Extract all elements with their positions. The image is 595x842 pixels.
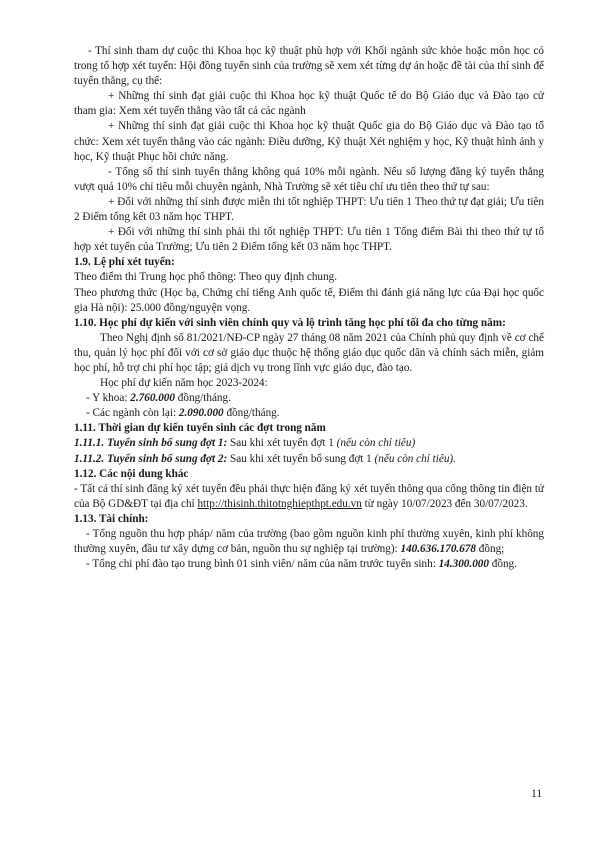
tuition-medicine	[74, 391, 544, 406]
registration-text-b: từ ngày 10/07/2023 đến 30/07/2023.	[361, 497, 528, 510]
paragraph-priority-exempt: + Đối với những thí sinh được miễn thi tốt nghiệp THPT: Ưu tiên 1 Theo thứ tự đạt giải; Ưu tiên 2 Điểm tổng kết 03 năm học THPT.	[74, 195, 544, 224]
tuition-medicine-value: 2.760.000	[130, 392, 175, 405]
paragraph-registration	[74, 482, 544, 512]
round-2	[74, 452, 544, 467]
paragraph-revenue	[74, 527, 544, 557]
paragraph-fee-exam: Theo điểm thi Trung học phổ thông: Theo quy định chung.	[74, 271, 337, 284]
round-1-text: Sau khi xét tuyển đợt 1	[227, 437, 337, 450]
tuition-other-label: - Các ngành còn lại:	[86, 407, 179, 420]
registration-link[interactable]: http://thisinh.thitotnghiepthpt.edu.vn	[197, 497, 362, 510]
cost-value: 14.300.000	[438, 558, 489, 571]
tuition-medicine-unit: đồng/tháng.	[174, 392, 231, 405]
tuition-medicine-label: - Y khoa:	[86, 392, 131, 405]
round-2-note: (nếu còn chỉ tiêu).	[374, 452, 456, 465]
page-content	[74, 44, 544, 572]
revenue-value: 140.636.170.678	[400, 543, 476, 556]
revenue-text: - Tổng nguồn thu hợp pháp/ năm của trường (bao gồm nguồn kinh phí thường xuyên, kinh phí không thường xuyên, đầu tư xây dựng cơ bản, nguồn thu sự nghiệp tại trường):	[74, 528, 544, 556]
cost-text: - Tổng chi phí đào tạo trung bình 01 sinh viên/ năm của năm trước tuyển sinh:	[86, 558, 436, 571]
round-1-note: (nếu còn chỉ tiêu)	[336, 437, 416, 450]
paragraph-tuition-intro: Học phí dự kiến năm học 2023-2024:	[100, 377, 268, 390]
paragraph-fee-other: Theo phương thức (Học bạ, Chứng chỉ tiếng Anh quốc tế, Điểm thi đánh giá năng lực của Đại học quốc gia Hà nội): 25.000 đồng/nguyện vọng.	[74, 286, 544, 314]
heading-1-13: 1.13. Tài chính:	[74, 512, 149, 525]
registration-text-a: - Tất cả thí sinh đăng ký xét tuyển đều phải thực hiện đăng ký xét tuyển thông qua cổng thông tin điện tử của Bộ GD&ĐT tại địa chỉ	[74, 482, 544, 510]
paragraph-quota-limit: - Tổng số thí sinh tuyển thẳng không quá 10% mỗi ngành. Nếu số lượng đăng ký tuyển thẳng vượt quá 10% chỉ tiêu mỗi chuyên ngành, Nhà Trường sẽ xét tiêu chí ưu tiên theo thứ tự sau:	[74, 165, 544, 193]
paragraph-international-award: + Những thí sinh đạt giải cuộc thi Khoa học kỹ thuật Quốc tế do Bộ Giáo dục và Đào tạo cử tham gia: Xem xét tuyển thẳng vào tất cả các ngành	[74, 90, 544, 118]
tuition-other-unit: đồng/tháng.	[223, 407, 280, 420]
paragraph-priority-exam: + Đối với những thí sinh phải thi tốt nghiệp THPT: Ưu tiên 1 Tổng điểm Bài thi theo thứ tự tổ hợp xét tuyển của Trường; Ưu tiên 2 Điểm tổng kết 03 năm học THPT.	[74, 226, 544, 254]
round-2-heading: 1.11.2. Tuyển sinh bổ sung đợt 2:	[74, 452, 228, 465]
tuition-other	[74, 406, 544, 421]
cost-unit: đồng.	[488, 558, 517, 571]
round-1-heading: 1.11.1. Tuyển sinh bổ sung đợt 1:	[74, 437, 228, 450]
page-number: 11	[531, 788, 543, 800]
revenue-unit: đồng;	[475, 543, 505, 556]
tuition-other-value: 2.090.000	[178, 407, 224, 420]
heading-1-9: 1.9. Lệ phí xét tuyển:	[74, 256, 175, 269]
heading-1-11: 1.11. Thời gian dự kiến tuyển sinh các đợt trong năm	[74, 422, 326, 435]
paragraph-decree: Theo Nghị định số 81/2021/NĐ-CP ngày 27 tháng 08 năm 2021 của Chính phủ quy định về cơ chế thu, quản lý học phí đối với cơ sở giáo dục thuộc hệ thống giáo dục quốc dân và chính sách miễn, giảm học phí, hỗ trợ chi phí học tập; giá dịch vụ trong lĩnh vực giáo dục, đào tạo.	[74, 331, 544, 374]
paragraph-science-contest: - Thí sinh tham dự cuộc thi Khoa học kỹ thuật phù hợp với Khối ngành sức khỏe hoặc môn học có trong tổ hợp xét tuyển: Hội đồng tuyển sinh của trường sẽ xem xét từng dự án hoặc đề tài của thí sinh để tuyển thẳng, cụ thể:	[74, 45, 544, 88]
paragraph-national-award: + Những thí sinh đạt giải cuộc thi Khoa học kỹ thuật Quốc gia do Bộ Giáo dục và Đào tạo tổ chức: Xem xét tuyển thẳng vào các ngành: Điều dưỡng, Kỹ thuật Xét nghiệm y học, Kỹ thuật hình ảnh y học, Kỹ thuật Phục hồi chức năng.	[74, 120, 544, 163]
round-1	[74, 436, 544, 451]
heading-1-12: 1.12. Các nội dung khác	[74, 467, 189, 480]
paragraph-cost	[74, 557, 544, 572]
round-2-text: Sau khi xét tuyển bổ sung đợt 1	[227, 452, 375, 465]
heading-1-10: 1.10. Học phí dự kiến với sinh viên chính quy và lộ trình tăng học phí tối đa cho từng năm:	[74, 316, 506, 329]
